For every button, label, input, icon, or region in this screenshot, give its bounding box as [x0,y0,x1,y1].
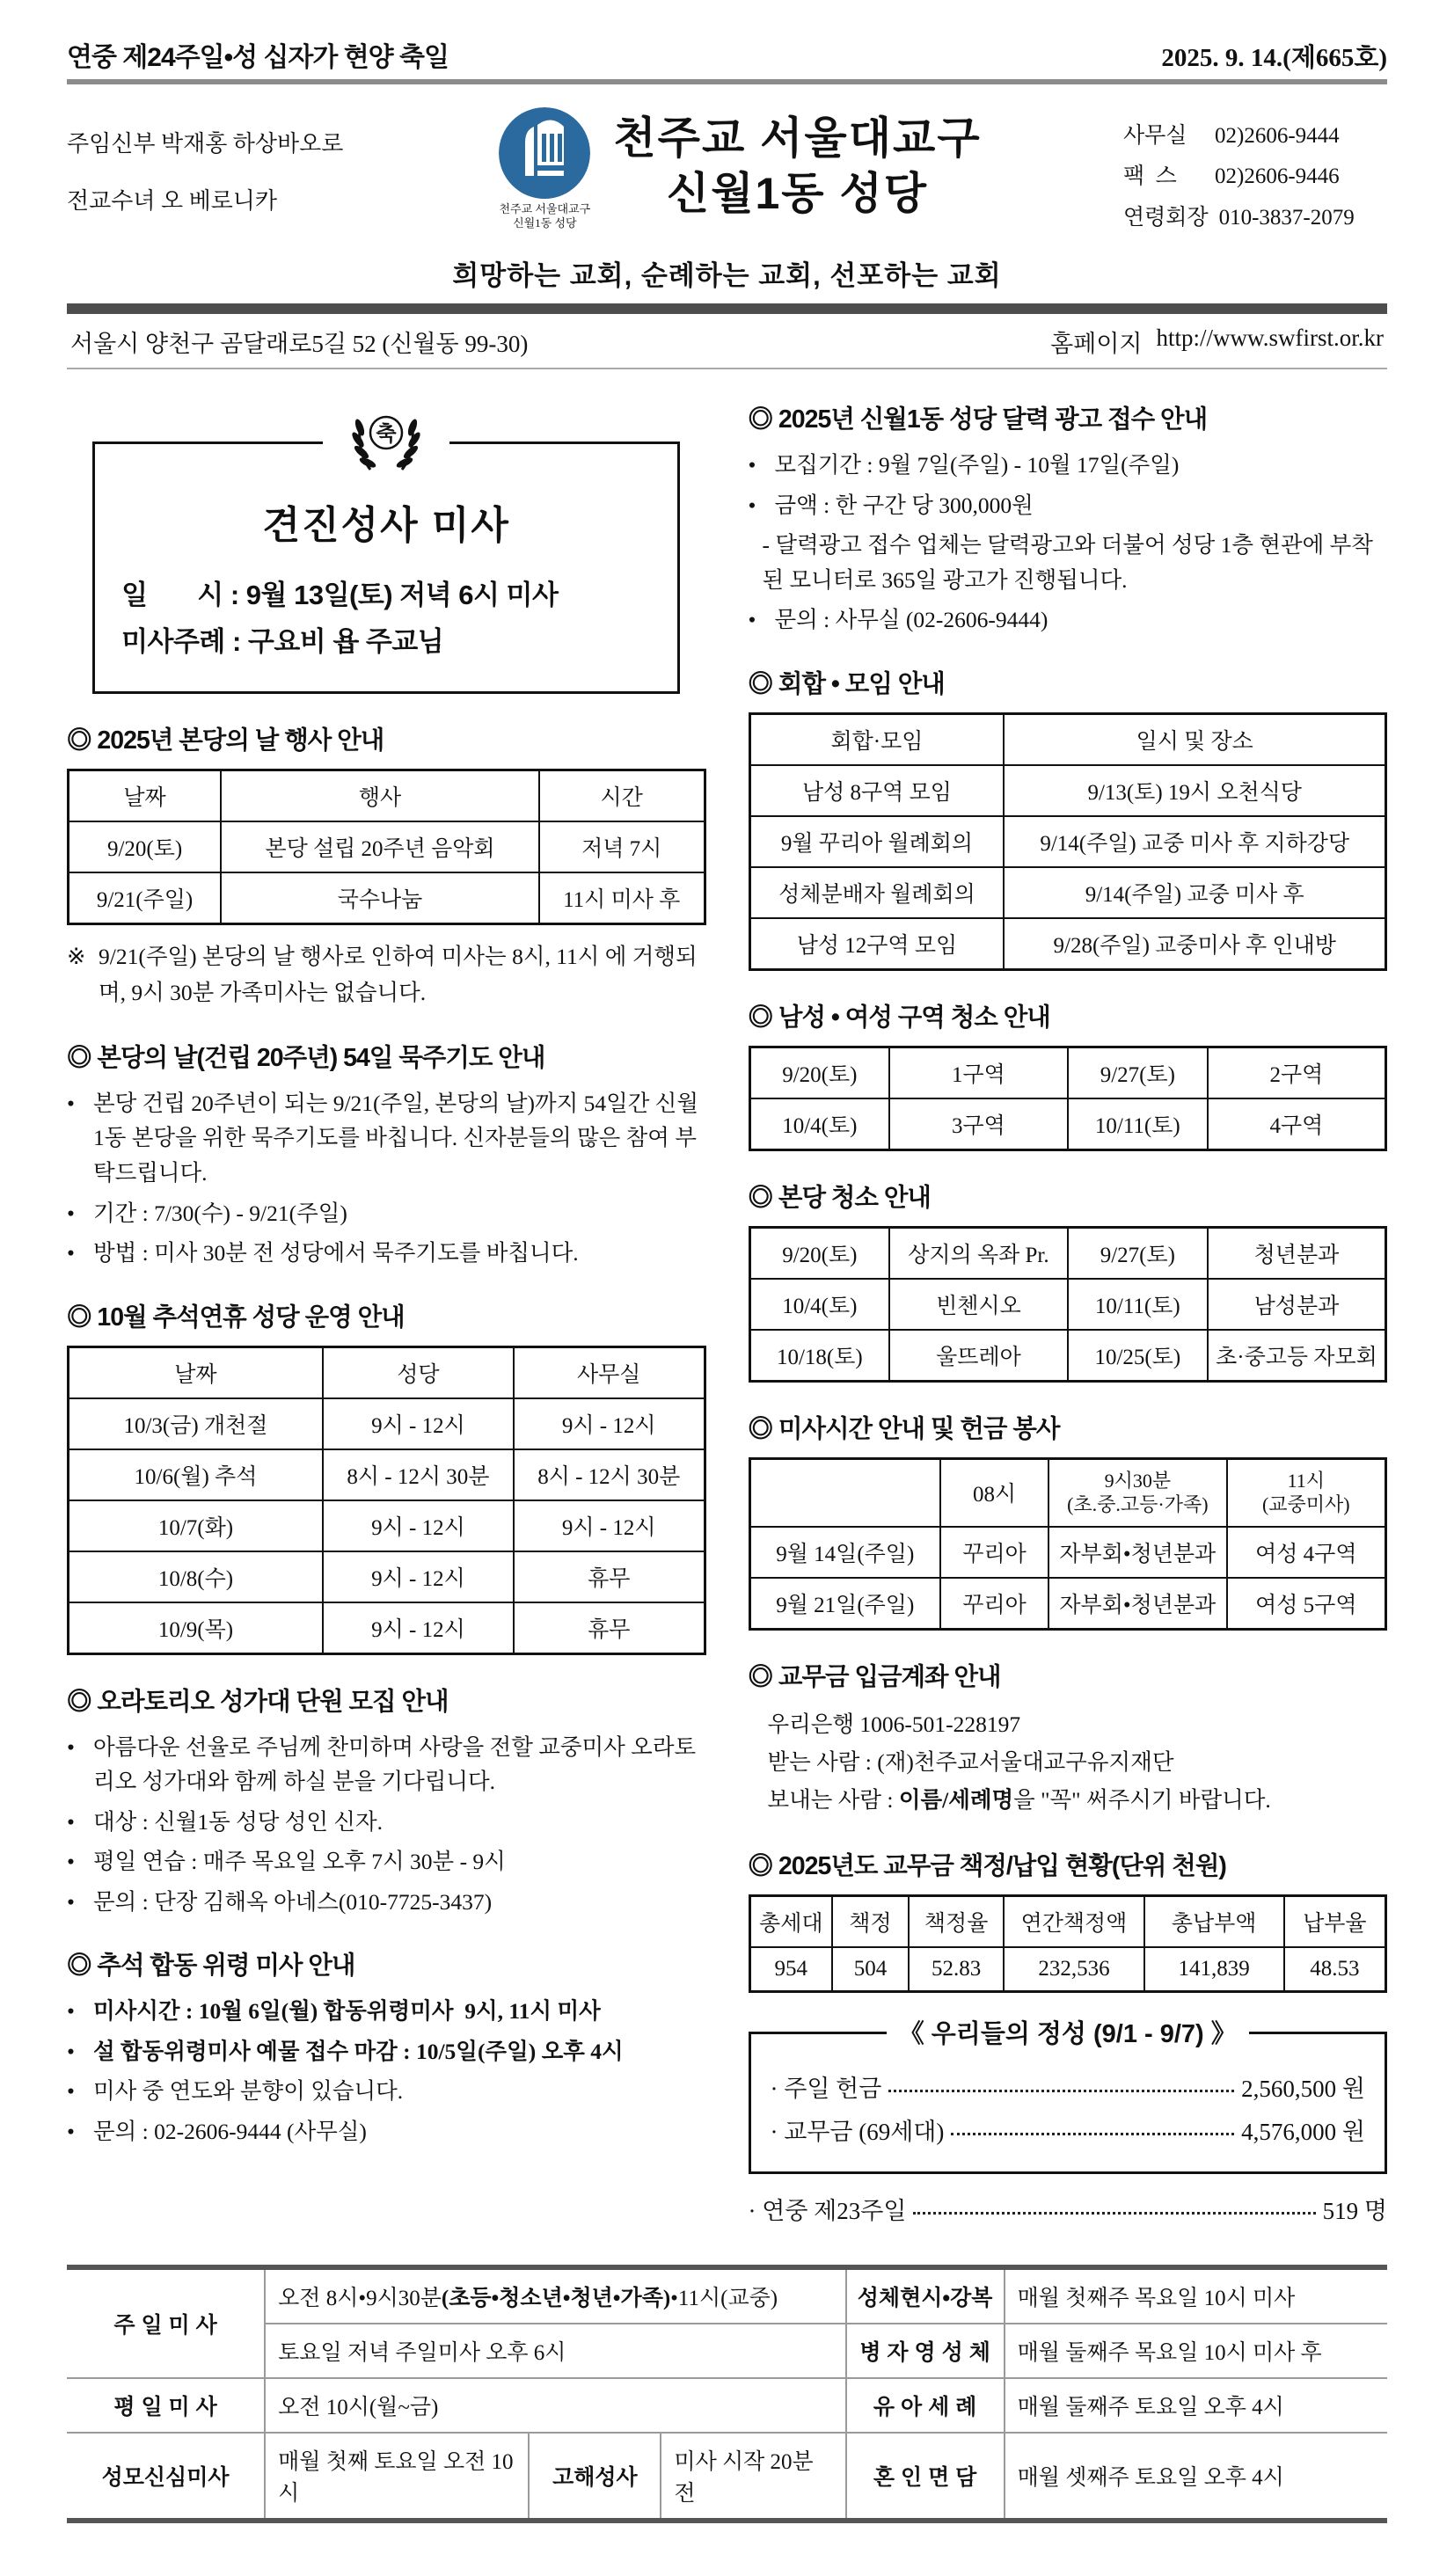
offering-box-body [749,2032,1388,2174]
table-row [749,1279,1386,1330]
section-meetings [749,664,1388,971]
table-row [749,1047,1386,1098]
bullet-text: 기간 : 7/30(수) - 9/21(주일) [93,1200,347,1226]
table-row [749,1578,1386,1630]
header-line: 9시30분 [1104,1469,1172,1492]
bullet-icon: • [67,2118,75,2144]
list-item [749,448,1388,483]
section-oratorio [67,1682,706,1920]
cell: 꾸리아 [940,1578,1048,1630]
table-row [67,2433,1387,2521]
schedule-value: 미사 시작 20분 전 [661,2433,845,2521]
sunday-times-pre: 오전 8시•9시30분 [278,2286,442,2310]
contact-value: 010-3837-2079 [1218,205,1355,230]
cell: 9/27(토) [1068,1227,1208,1279]
schedule-value: 매월 둘째주 토요일 오후 4시 [1005,2378,1387,2433]
offering-title: 《 우리들의 정성 (9/1 - 9/7) 》 [887,2014,1249,2050]
cell: 3구역 [889,1098,1068,1150]
cell: 11시 미사 후 [539,872,705,924]
cell: 10/3(금) 개천절 [69,1398,323,1449]
confirmation-celebrant: 미사주례 : 구요비 욥 주교님 [121,625,444,657]
bullet-icon: • [67,1849,75,1875]
homepage-label: 홈페이지 [1050,331,1143,357]
section-calendar-ad [749,399,1388,638]
schedule-label-sick-communion: 병 자 영 성 체 [846,2324,1005,2378]
cell [1227,1458,1386,1527]
bullet-text: 모집기간 : 9월 7일(주일) - 10월 17일(주일) [774,452,1180,478]
cell: 9월 14일(주일) [749,1527,940,1578]
chuseok-hours-table [67,1346,706,1655]
section-title: ◎ 2025년 신월1동 성당 달력 광고 접수 안내 [748,405,1208,434]
bullet-icon: • [67,2038,75,2064]
cell: 9/13(토) 19시 오천식당 [1004,765,1385,816]
contact-label: 팩 스 [1123,164,1177,189]
list-item [749,602,1388,638]
table-row [749,765,1386,816]
table-row [749,1330,1386,1382]
table-row [749,918,1386,970]
bullet-icon: • [748,452,756,478]
cell [749,1458,940,1527]
cell: 9시 - 12시 [323,1551,514,1602]
sender-bold: 이름/세례명 [898,1787,1014,1813]
cell: 9/14(주일) 교중 미사 후 [1004,867,1385,918]
meetings-table [749,712,1388,971]
cell: 9월 꾸리아 월례회의 [749,816,1004,867]
bullet-text: 방법 : 미사 30분 전 성당에서 묵주기도를 바칩니다. [93,1240,579,1266]
cell: 빈첸시오 [889,1279,1068,1330]
parish-slogan: 희망하는 교회, 순례하는 교회, 선포하는 교회 [452,260,1002,291]
schedule-label-marriage: 혼 인 면 담 [846,2433,1005,2521]
table-row [749,1098,1386,1150]
section-title: ◎ 교무금 입금계좌 안내 [748,1662,1001,1691]
table-header-row [749,1458,1386,1527]
table-header-row [749,1895,1386,1947]
cell: 9/14(주일) 교중 미사 후 지하강당 [1004,816,1385,867]
table-row [749,1227,1386,1279]
cell: 9시 - 12시 [323,1500,514,1551]
contact-label: 사무실 [1123,124,1187,148]
cell: 10/7(화) [69,1500,323,1551]
bullet-text: 평일 연습 : 매주 목요일 오후 7시 30분 - 9시 [93,1849,506,1875]
cell: 국수나눔 [221,872,539,924]
schedule-value [265,2267,845,2324]
cell: 저녁 7시 [539,821,705,872]
section-title: ◎ 추석 합동 위령 미사 안내 [67,1952,355,1981]
sub-note: - 달력광고 접수 업체는 달력광고와 더불어 성당 1층 현관에 부착된 모니터로 365일 광고가 진행됩니다. [762,532,1373,593]
table-row [749,1527,1386,1578]
table-header-row [749,713,1386,765]
parish-logo [499,107,590,231]
schedule-value: 매월 첫째 토요일 오전 10시 [265,2433,529,2521]
table-row [749,1947,1386,1992]
section-title: ◎ 본당 청소 안내 [748,1183,931,1212]
section-account [749,1657,1388,1820]
schedule-value: 토요일 저녁 주일미사 오후 6시 [265,2324,845,2378]
right-column [749,392,1388,2235]
cell: 9/28(주일) 교중미사 후 인내방 [1004,918,1385,970]
section-title: ◎ 본당의 날(건립 20주년) 54일 묵주기도 안내 [67,1043,545,1072]
table-header-row [69,770,705,822]
laurel-badge [323,403,449,481]
list-item [67,1885,706,1920]
offering-value: 2,560,500 원 [1241,2075,1365,2102]
cell: 10/11(토) [1068,1098,1208,1150]
cell: 총납부액 [1144,1895,1284,1947]
attendance-row [749,2192,1388,2226]
cell: 시간 [539,770,705,822]
list-item [67,2074,706,2109]
address-row [67,314,1387,368]
slogan-rule [67,303,1387,314]
cell: 남성 12구역 모임 [749,918,1004,970]
header-line: 11시 [1287,1469,1326,1492]
cell: 꾸리아 [940,1527,1048,1578]
cell: 자부회•청년분과 [1048,1527,1227,1578]
sender-rest: 을 "꼭" 써주시기 바랍니다. [1013,1787,1271,1813]
cell: 52.83 [909,1947,1005,1992]
cell: 10/11(토) [1068,1279,1208,1330]
cell: 8시 - 12시 30분 [323,1449,514,1500]
dot-leader [913,2212,1315,2215]
contact-office [1123,116,1387,157]
cell: 504 [832,1947,909,1992]
list-item [67,1086,706,1191]
cell: 휴무 [514,1602,705,1654]
offering-label: · 주일 헌금 [770,2075,882,2102]
cell: 울뜨레아 [889,1330,1068,1382]
cell: 책정 [832,1895,909,1947]
table-row [749,867,1386,918]
logo-caption [499,202,590,231]
cell: 10/25(토) [1068,1330,1208,1382]
contact-funeral-chair [1123,198,1387,238]
address-rule [67,368,1387,369]
cell: 48.53 [1284,1947,1386,1992]
church-logo-icon [499,107,590,199]
contact-fax [1123,157,1387,197]
schedule-value: 매월 첫째주 목요일 10시 미사 [1005,2267,1387,2324]
bullet-icon: • [748,492,756,518]
bullet-icon: • [67,1733,75,1760]
cell: 날짜 [69,1346,323,1398]
cell: 상지의 옥좌 Pr. [889,1227,1068,1279]
cell: 9/21(주일) [69,872,222,924]
sender-prefix: 보내는 사람 : [767,1787,899,1813]
parish-name: 신월1동 성당 [666,168,929,218]
bullet-icon: • [67,1998,75,2025]
cell: 9/20(토) [69,821,222,872]
cell: 일시 및 장소 [1004,713,1385,765]
mass-service-table [749,1457,1388,1631]
cell: 232,536 [1004,1947,1143,1992]
table-row [67,2267,1387,2324]
cell: 여성 5구역 [1227,1578,1386,1630]
bullet-text: 아름다운 선율로 주님께 찬미하며 사랑을 전할 교중미사 오라토리오 성가대와 함께 하실 분을 기다립니다. [93,1733,697,1795]
badge-char: 축 [376,422,397,446]
cell: 회합·모임 [749,713,1004,765]
cell: 자부회•청년분과 [1048,1578,1227,1630]
schedule-label-adoration: 성체현시•강복 [846,2267,1005,2324]
cell [1048,1458,1227,1527]
schedule-label-confession: 고해성사 [529,2433,661,2521]
section-parish-cleaning [749,1178,1388,1383]
offering-label: · 교무금 (69세대) [770,2118,945,2145]
note-text: 9/21(주일) 본당의 날 행사로 인하여 미사는 8시, 11시 에 거행되며, 9시 30분 가족미사는 없습니다. [99,944,698,1006]
cell: 여성 4구역 [1227,1527,1386,1578]
masthead-top-row [67,35,1387,74]
section-day-event [67,720,706,1011]
cell: 납부율 [1284,1895,1386,1947]
cell: 10/6(월) 추석 [69,1449,323,1500]
homepage-block [1050,325,1384,359]
list-item [749,488,1388,523]
sunday-times-post: •11시(교중) [670,2286,778,2310]
list-item [67,1730,706,1799]
feast-title: 연중 제24주일•성 십자가 현양 축일 [67,43,449,72]
section-zone-cleaning [749,997,1388,1151]
cell: 본당 설립 20주년 음악회 [221,821,539,872]
section-rosary [67,1038,706,1271]
masthead-header [67,107,1387,241]
account-recipient: 받는 사람 : (재)천주교서울대교구유지재단 [767,1748,1174,1775]
section-title: ◎ 2025년 본당의 날 행사 안내 [67,726,384,755]
content-columns [67,392,1387,2235]
contact-value: 02)2606-9446 [1215,164,1340,189]
bullet-text: 미사 중 연도와 분향이 있습니다. [93,2078,404,2105]
section-pledge-status [749,1846,1388,1993]
bullet-icon: • [67,2078,75,2105]
offering-row-pledge [771,2113,1366,2147]
bullet-text: 대상 : 신월1동 성당 성인 신자. [93,1808,384,1835]
table-row [67,2324,1387,2378]
section-chuseok-hours [67,1297,706,1655]
cell: 남성분과 [1208,1279,1386,1330]
cell: 청년분과 [1208,1227,1386,1279]
schedule-value: 매월 셋째주 토요일 오후 4시 [1005,2433,1387,2521]
day-event-note [67,939,706,1011]
schedule-label-infant-baptism: 유 아 세 례 [846,2378,1005,2433]
offering-value: 4,576,000 원 [1241,2118,1365,2145]
cell: 책정율 [909,1895,1005,1947]
list-item [67,2034,706,2069]
bullet-icon: • [67,1808,75,1835]
cell: 10/9(목) [69,1602,323,1654]
parish-address: 서울시 양천구 곰달래로5길 52 (신월동 99-30) [70,331,529,357]
contact-label: 연령회장 [1123,205,1209,230]
bullet-icon: • [67,1200,75,1226]
cell: 성당 [323,1346,514,1398]
bullet-icon: • [67,1888,75,1915]
confirmation-title: 견진성사 미사 [262,504,510,547]
parish-cleaning-table [749,1226,1388,1383]
cell: 10/4(토) [749,1279,889,1330]
schedule-value: 오전 10시(월~금) [265,2378,845,2433]
parish-title [613,107,981,221]
bullet-text: 문의 : 단장 김해옥 아네스(010-7725-3437) [93,1888,493,1915]
cell: 9/20(토) [749,1227,889,1279]
cell: 총세대 [749,1895,832,1947]
bullet-text: 문의 : 사무실 (02-2606-9444) [774,607,1048,633]
sister-name: 전교수녀 오 베로니카 [67,188,278,214]
table-row [749,816,1386,867]
cell: 9시 - 12시 [514,1398,705,1449]
cell: 9시 - 12시 [323,1602,514,1654]
list-item [67,1196,706,1231]
table-row [69,1551,705,1602]
section-title: ◎ 2025년도 교무금 책정/납입 현황(단위 천원) [748,1851,1226,1880]
cell: 휴무 [514,1551,705,1602]
mass-schedule-table [67,2265,1387,2523]
cell: 1구역 [889,1047,1068,1098]
bullet-text: 본당 건립 20주년이 되는 9/21(주일, 본당의 날)까지 54일간 신월1동 본당을 위한 묵주기도를 바칩니다. 신자분들의 많은 참여 부탁드립니다. [93,1090,698,1186]
offering-box [749,2019,1388,2174]
bullet-text: 문의 : 02-2606-9444 (사무실) [93,2118,367,2144]
cell: 9/27(토) [1068,1047,1208,1098]
schedule-label-weekday-mass: 평 일 미 사 [67,2378,265,2433]
account-sender [768,1781,1388,1819]
section-title: ◎ 미사시간 안내 및 헌금 봉사 [748,1414,1060,1443]
cell: 초·중고등 자모회 [1208,1330,1386,1382]
cell: 사무실 [514,1346,705,1398]
sunday-times-bold: (초등•청소년•청년•가족) [441,2286,671,2310]
bullet-icon: • [748,607,756,633]
list-item [67,1805,706,1840]
section-mass-service [749,1409,1388,1631]
table-row [69,1449,705,1500]
logo-caption-line2: 신월1동 성당 [513,216,577,230]
account-number: 우리은행 1006-501-228197 [767,1711,1021,1737]
bullet-icon: • [67,1090,75,1116]
parish-identity [357,107,1123,231]
cell: 10/4(토) [749,1098,889,1150]
cell: 4구역 [1208,1098,1386,1150]
section-title: ◎ 회합 • 모임 안내 [748,669,945,698]
cell: 9시 - 12시 [514,1500,705,1551]
cell: 날짜 [69,770,222,822]
cell: 8시 - 12시 30분 [514,1449,705,1500]
offering-row-sunday [771,2069,1366,2104]
section-title: ◎ 10월 추석연휴 성당 운영 안내 [67,1303,405,1332]
dot-leader [888,2090,1234,2092]
bullet-text: 설 합동위령미사 예물 접수 마감 : 10/5일(주일) 오후 4시 [93,2038,624,2064]
header-line: (초.중.고등·가족) [1067,1493,1209,1516]
cell: 행사 [221,770,539,822]
pastor-name: 주임신부 박재홍 하상바오로 [67,131,344,157]
table-row [69,1500,705,1551]
bullet-text: 금액 : 한 구간 당 300,000원 [774,492,1034,518]
header-line: (교중미사) [1261,1493,1350,1516]
day-event-table [67,769,706,925]
contact-value: 02)2606-9444 [1215,124,1340,148]
list-item [67,1994,706,2029]
cell: 성체분배자 월례회의 [749,867,1004,918]
logo-caption-line1: 천주교 서울대교구 [499,202,591,215]
list-item [67,2114,706,2149]
table-row [67,2378,1387,2433]
cell: 9월 21일(주일) [749,1578,940,1630]
cell: 연간책정액 [1004,1895,1143,1947]
pledge-table [749,1894,1388,1993]
note-mark: ※ [67,944,86,970]
section-title: ◎ 남성 • 여성 구역 청소 안내 [748,1003,1050,1032]
cell: 10/18(토) [749,1330,889,1382]
list-item [67,1844,706,1879]
table-row [69,1398,705,1449]
cell: 141,839 [1144,1947,1284,1992]
diocese-name: 천주교 서울대교구 [613,113,982,163]
schedule-label-marian-mass: 성모신심미사 [67,2433,265,2521]
table-header-row [69,1346,705,1398]
table-row [69,1602,705,1654]
attendance-label: · 연중 제23주일 [748,2197,907,2224]
list-item [67,1236,706,1271]
confirmation-mass-box [92,422,680,694]
dot-leader [951,2133,1234,2135]
confirmation-datetime: 일 시 : 9월 13일(토) 저녁 6시 미사 [121,580,559,610]
schedule-label-sunday-mass: 주 일 미 사 [67,2267,265,2378]
cell: 9시 - 12시 [323,1398,514,1449]
schedule-value: 매월 둘째주 목요일 10시 미사 후 [1005,2324,1387,2378]
clergy-block [67,107,357,241]
cell: 남성 8구역 모임 [749,765,1004,816]
cell: 08시 [940,1458,1048,1527]
issue-date: 2025. 9. 14.(제665호) [1161,44,1387,72]
zone-cleaning-table [749,1046,1388,1151]
bullet-text: 미사시간 : 10월 6일(월) 합동위령미사 9시, 11시 미사 [93,1998,601,2025]
masthead-rule [67,79,1387,84]
contact-block [1123,107,1387,238]
cell: 2구역 [1208,1047,1386,1098]
cell: 9/20(토) [749,1047,889,1098]
cell: 954 [749,1947,832,1992]
section-title: ◎ 오라토리오 성가대 단원 모집 안내 [67,1687,449,1716]
cell: 10/8(수) [69,1551,323,1602]
bullet-icon: • [67,1240,75,1266]
attendance-value: 519 명 [1322,2197,1387,2224]
homepage-url: http://www.swfirst.or.kr [1156,325,1384,351]
table-row [69,872,705,924]
table-row [69,821,705,872]
left-column [67,392,706,2235]
section-memorial-mass [67,1945,706,2149]
